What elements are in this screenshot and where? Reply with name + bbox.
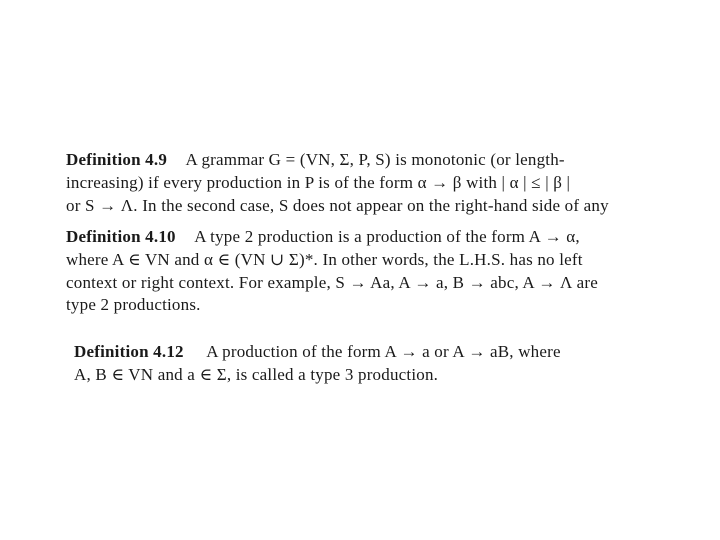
- definition-line: A, B ∈ VN and a ∈ Σ, is called a type 3 production.: [74, 365, 439, 384]
- definition-heading: Definition 4.12: [74, 342, 184, 361]
- definition-text: A production of the form A → a or A → aB, where: [206, 342, 561, 361]
- definition-line: where A ∈ VN and α ∈ (VN ∪ Σ)*. In other words, the L.H.S. has no left: [66, 250, 583, 269]
- definition-text: A type 2 production is a production of the form A → α,: [194, 227, 580, 246]
- definition-text: A grammar G = (VN, Σ, P, S) is monotonic (or length-: [185, 150, 565, 169]
- definition-heading: Definition 4.10: [66, 227, 176, 246]
- definition-line: [66, 227, 580, 247]
- definition-line: or S → Λ. In the second case, S does not appear on the right-hand side of any: [66, 196, 609, 215]
- definition-line: type 2 productions.: [66, 295, 201, 314]
- definition-line: [66, 150, 646, 170]
- definition-line: context or right context. For example, S → Aa, A → a, B → abc, A → Λ are: [66, 273, 598, 292]
- definition-line: increasing) if every production in P is of the form α → β with | α | ≤ | β |: [66, 173, 571, 192]
- definition-line: [74, 342, 561, 362]
- definition-heading: Definition 4.9: [66, 150, 168, 169]
